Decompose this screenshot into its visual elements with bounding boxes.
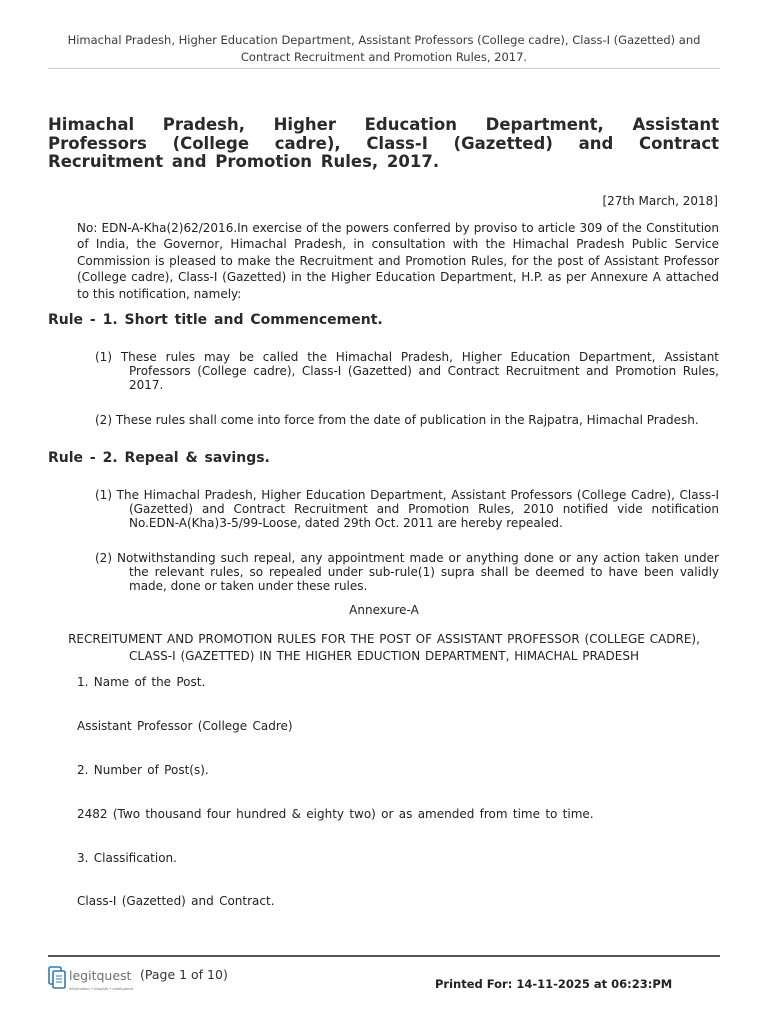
annexure-item-post-count-label: 2. Number of Post(s). — [77, 763, 209, 777]
legitquest-logo-icon — [48, 964, 138, 996]
annexure-item-post-count-value: 2482 (Two thousand four hundred & eighty two) or as amended from time to time. — [77, 807, 594, 821]
subrule-text: (2) Notwithstanding such repeal, any appointment made or anything done or any action taken under the relevant rules, so repealed under sub-rule(1) supra shall be deemed to have been validly made, done or taken under these rules. — [95, 551, 719, 593]
running-header: Himachal Pradesh, Higher Education Department, Assistant Professors (College cadre), Class-I (Gazetted) and Contract Recruitment and Promotion Rules, 2017. — [67, 33, 701, 64]
subrule-text: (2) These rules shall come into force from the date of publication in the Rajpatra, Himachal Pradesh. — [95, 413, 699, 427]
subrule-text: (1) The Himachal Pradesh, Higher Education Department, Assistant Professors (College Cadre), Class-I (Gazetted) and Contract Recruitment and Promotion Rules, 2010 notified vide notification No.EDN-A(Kha)3-5/99-Loose, dated 29th Oct. 2011 are hereby repealed. — [95, 488, 719, 530]
annexure-item-classification-value: Class-I (Gazetted) and Contract. — [77, 894, 275, 908]
header-divider — [48, 68, 720, 69]
rule-1-subrule-2 — [95, 413, 719, 427]
rule-1-subrule-1 — [95, 350, 719, 392]
rule-1-heading: Rule - 1. Short title and Commencement. — [48, 312, 383, 328]
annexure-item-post-name-value: Assistant Professor (College Cadre) — [77, 719, 293, 733]
printed-for-stamp: Printed For: 14-11-2025 at 06:23:PM — [435, 977, 673, 991]
annexure-item-classification-label: 3. Classification. — [77, 851, 177, 865]
document-title: Himachal Pradesh, Higher Education Department, Assistant Professors (College cadre), Class-I (Gazetted) and Contract Recruitment and Promotion Rules, 2017. — [48, 115, 719, 171]
footer-divider — [48, 955, 720, 957]
rule-2-subrule-2 — [95, 551, 719, 593]
notification-intro: No: EDN-A-Kha(2)62/2016.In exercise of the powers conferred by proviso to article 309 of the Constitution of India, the Governor, Himachal Pradesh, in consultation with the Himachal Pradesh Public Service Commission is pleased to make the Recruitment and Promotion Rules, for the post of Assistant Professor (College cadre), Class-I (Gazetted) in the Higher Education Department, H.P. as per Annexure A attached to this notification, namely: — [77, 221, 719, 301]
subrule-text: (1) These rules may be called the Himachal Pradesh, Higher Education Department, Assistant Professors (College cadre), Class-I (Gazetted) and Contract Recruitment and Promotion Rules, 2017. — [95, 350, 719, 392]
rule-2-heading: Rule - 2. Repeal & savings. — [48, 450, 270, 466]
rule-2-subrule-1 — [95, 488, 719, 530]
annexure-heading: RECREITUMENT AND PROMOTION RULES FOR THE POST OF ASSISTANT PROFESSOR (COLLEGE CADRE), CLASS-I (GAZETTED) IN THE HIGHER EDUCTION DEPARTMENT, HIMACHAL PRADESH — [68, 632, 700, 663]
document-date: [27th March, 2018] — [602, 194, 718, 208]
page-indicator: (Page 1 of 10) — [140, 967, 228, 982]
legitquest-logo — [48, 964, 138, 996]
annexure-item-post-name-label: 1. Name of the Post. — [77, 675, 206, 689]
annexure-title: Annexure-A — [349, 603, 419, 617]
logo-wordmark: legitquest — [69, 968, 132, 983]
logo-tagline: information • insights • intelligence — [69, 987, 134, 991]
